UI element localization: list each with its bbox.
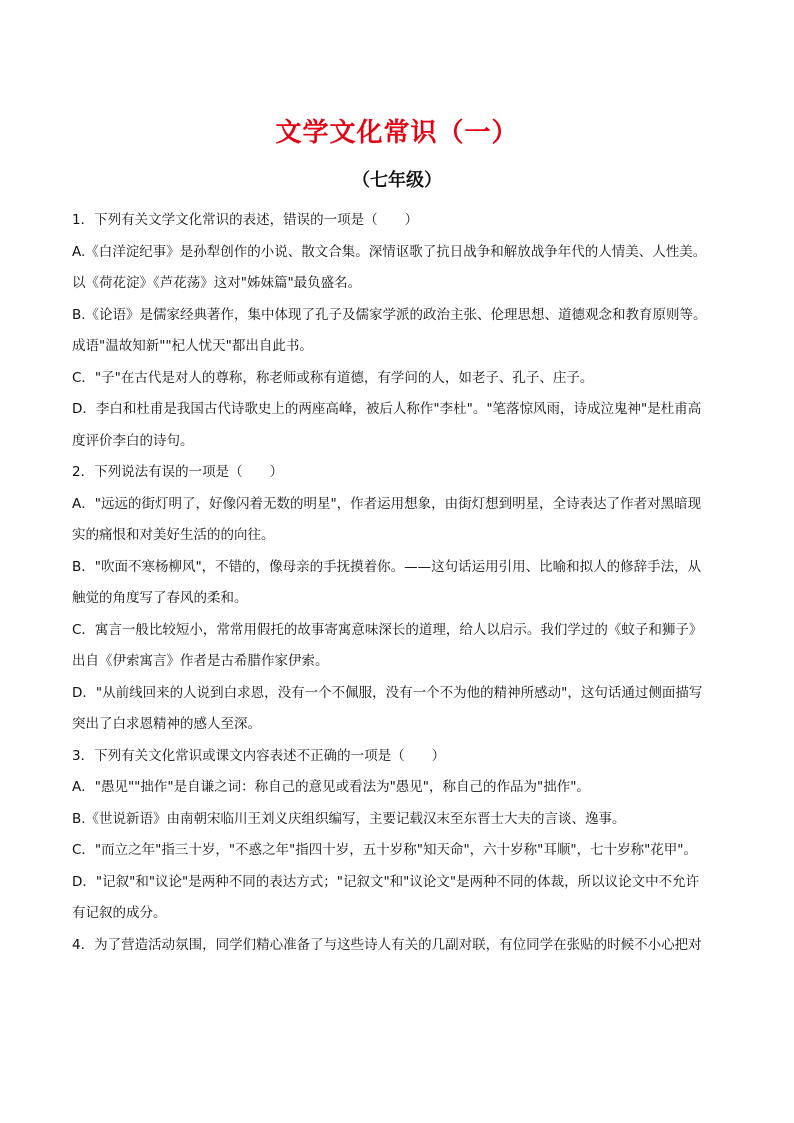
question-2-option-d: D．"从前线回来的人说到白求恩，没有一个不佩服，没有一个不为他的精神所感动"，这句话通过侧面描写	[72, 684, 703, 701]
question-body	[72, 205, 742, 961]
question-1-option-d: D．李白和杜甫是我国古代诗歌史上的两座高峰，被后人称作"李杜"。"笔落惊风雨，诗成泣鬼神"是杜甫高	[72, 401, 702, 417]
question-3-option-c: C．"而立之年"指三十岁，"不惑之年"指四十岁，五十岁称"知天命"，六十岁称"耳顺"，七十岁称"花甲"。	[72, 842, 698, 858]
question-3-option-b: B.《世说新语》由南朝宋临川王刘义庆组织编写，主要记载汉末至东晋士大夫的言谈、逸事。	[72, 810, 626, 827]
question-3-option-d-cont: 有记叙的成分。	[72, 905, 167, 921]
question-1-stem: 1．下列有关文学文化常识的表述，错误的一项是（ ）	[72, 212, 419, 228]
question-2-option-a-cont: 实的痛恨和对美好生活的的向往。	[72, 527, 275, 543]
grade-subtitle: （七年级）	[352, 170, 442, 191]
question-1-option-a: A.《白洋淀纪事》是孙犁创作的小说、散文合集。深情讴歌了抗日战争和解放战争年代的人情美、人性美。	[72, 243, 707, 260]
question-3-option-d: D．"记叙"和"议论"是两种不同的表达方式；"记叙文"和"议论文"是两种不同的体裁，所以议论文中不允许	[72, 873, 700, 890]
question-1-option-d-cont: 度评价李白的诗句。	[72, 432, 194, 449]
question-1-option-b: B.《论语》是儒家经典著作，集中体现了孔子及儒家学派的政治主张、伦理思想、道德观念和教育原则等。	[72, 306, 707, 323]
question-2-option-b: B．"吹面不寒杨柳风"，不错的，像母亲的手抚摸着你。——这句话运用引用、比喻和拟人的修辞手法，从	[72, 558, 702, 575]
question-1-option-b-cont: 成语"温故知新""杞人忧天"都出自此书。	[72, 338, 313, 354]
question-4-stem: 4．为了营造活动氛围，同学们精心准备了与这些诗人有关的几副对联，有位同学在张贴的时候不小心把对	[72, 936, 702, 953]
question-2-option-c-cont: 出自《伊索寓言》作者是古希腊作家伊索。	[72, 653, 329, 669]
question-1-option-c: C．"子"在古代是对人的尊称，称老师或称有道德，有学问的人，如老子、孔子、庄子。	[72, 369, 594, 386]
question-3-stem: 3．下列有关文化常识或课文内容表述不正确的一项是（ ）	[72, 747, 446, 764]
question-2-option-b-cont: 触觉的角度写了春风的柔和。	[72, 590, 248, 606]
question-2-option-c: C．寓言一般比较短小，常常用假托的故事寄寓意味深长的道理，给人以启示。我们学过的《蚊子和狮子》	[72, 621, 703, 638]
question-2-option-d-cont: 突出了白求恩精神的感人至深。	[72, 716, 261, 732]
question-1-option-a-cont: 以《荷花淀》《芦花荡》这对"姊妹篇"最负盛名。	[72, 275, 362, 291]
question-2-option-a: A．"远远的街灯明了，好像闪着无数的明星"，作者运用想象，由街灯想到明星，全诗表达了作者对黑暗现	[72, 495, 702, 512]
question-3-option-a: A．"愚见""拙作"是自谦之词：称自己的意见或看法为"愚见"，称自己的作品为"拙作"。	[72, 779, 590, 795]
page-title: 文学文化常识（一）	[275, 118, 519, 148]
question-2-stem: 2．下列说法有误的一项是（ ）	[72, 464, 284, 480]
